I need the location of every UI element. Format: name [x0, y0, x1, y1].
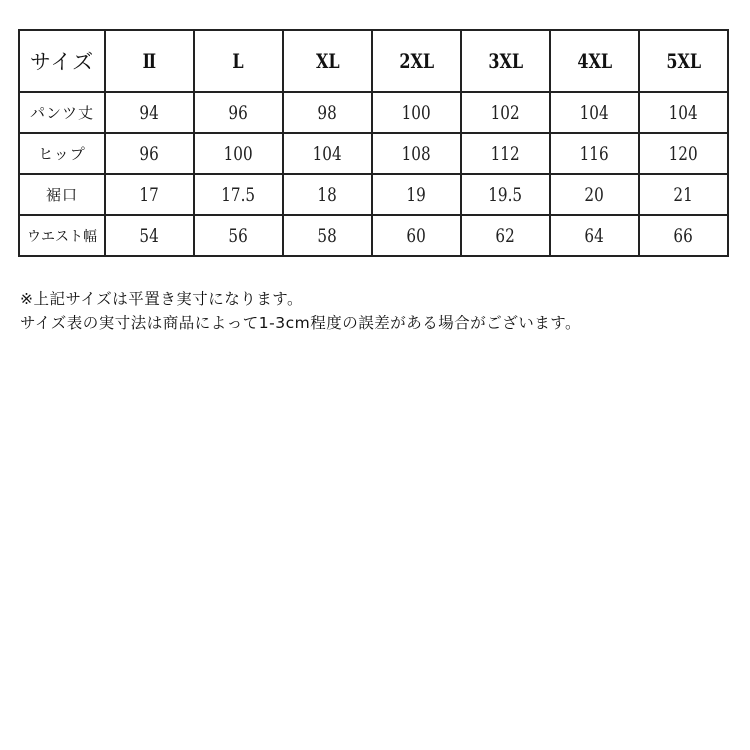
table-row-hem	[19, 174, 728, 215]
table-cell: 104	[283, 133, 372, 174]
note-measurement-error: サイズ表の実寸法は商品によって1-3cm程度の誤差がある場合がございます。	[20, 314, 581, 332]
table-row-hip	[19, 133, 728, 174]
table-row-pants-length	[19, 92, 728, 133]
table-cell: 94	[105, 92, 194, 133]
table-cell: 98	[283, 92, 372, 133]
table-cell: 104	[550, 92, 639, 133]
header-size-xl: XL	[283, 30, 372, 92]
row-label: パンツ丈	[19, 92, 105, 133]
size-table	[18, 29, 729, 257]
note-flat-measurement: ※上記サイズは平置き実寸になります。	[20, 290, 304, 308]
table-cell: 64	[550, 215, 639, 256]
table-cell: 56	[194, 215, 283, 256]
table-cell: 62	[461, 215, 550, 256]
header-size-3xl: 3XL	[461, 30, 550, 92]
table-row-waist	[19, 215, 728, 256]
table-cell: 21	[639, 174, 728, 215]
header-size-4xl: 4XL	[550, 30, 639, 92]
header-size-label: サイズ	[19, 30, 105, 92]
row-label: ヒップ	[19, 133, 105, 174]
table-cell: 60	[372, 215, 461, 256]
row-label: 裾口	[19, 174, 105, 215]
table-cell: 20	[550, 174, 639, 215]
table-cell: 17.5	[194, 174, 283, 215]
table-cell: 96	[194, 92, 283, 133]
table-cell: 108	[372, 133, 461, 174]
table-cell: 116	[550, 133, 639, 174]
table-cell: 17	[105, 174, 194, 215]
header-size-2xl: 2XL	[372, 30, 461, 92]
table-cell: 19	[372, 174, 461, 215]
header-size-l: L	[194, 30, 283, 92]
table-cell: 104	[639, 92, 728, 133]
table-cell: 58	[283, 215, 372, 256]
table-cell: 54	[105, 215, 194, 256]
table-header-row	[19, 30, 728, 92]
table-cell: 102	[461, 92, 550, 133]
table-cell: 120	[639, 133, 728, 174]
table-cell: 96	[105, 133, 194, 174]
table-cell: 18	[283, 174, 372, 215]
size-chart	[18, 29, 729, 257]
table-cell: 19.5	[461, 174, 550, 215]
table-cell: 100	[194, 133, 283, 174]
table-cell: 112	[461, 133, 550, 174]
table-cell: 66	[639, 215, 728, 256]
header-size-m: Ⅱ	[105, 30, 194, 92]
header-size-5xl: 5XL	[639, 30, 728, 92]
row-label: ウエスト幅	[19, 215, 105, 256]
table-cell: 100	[372, 92, 461, 133]
